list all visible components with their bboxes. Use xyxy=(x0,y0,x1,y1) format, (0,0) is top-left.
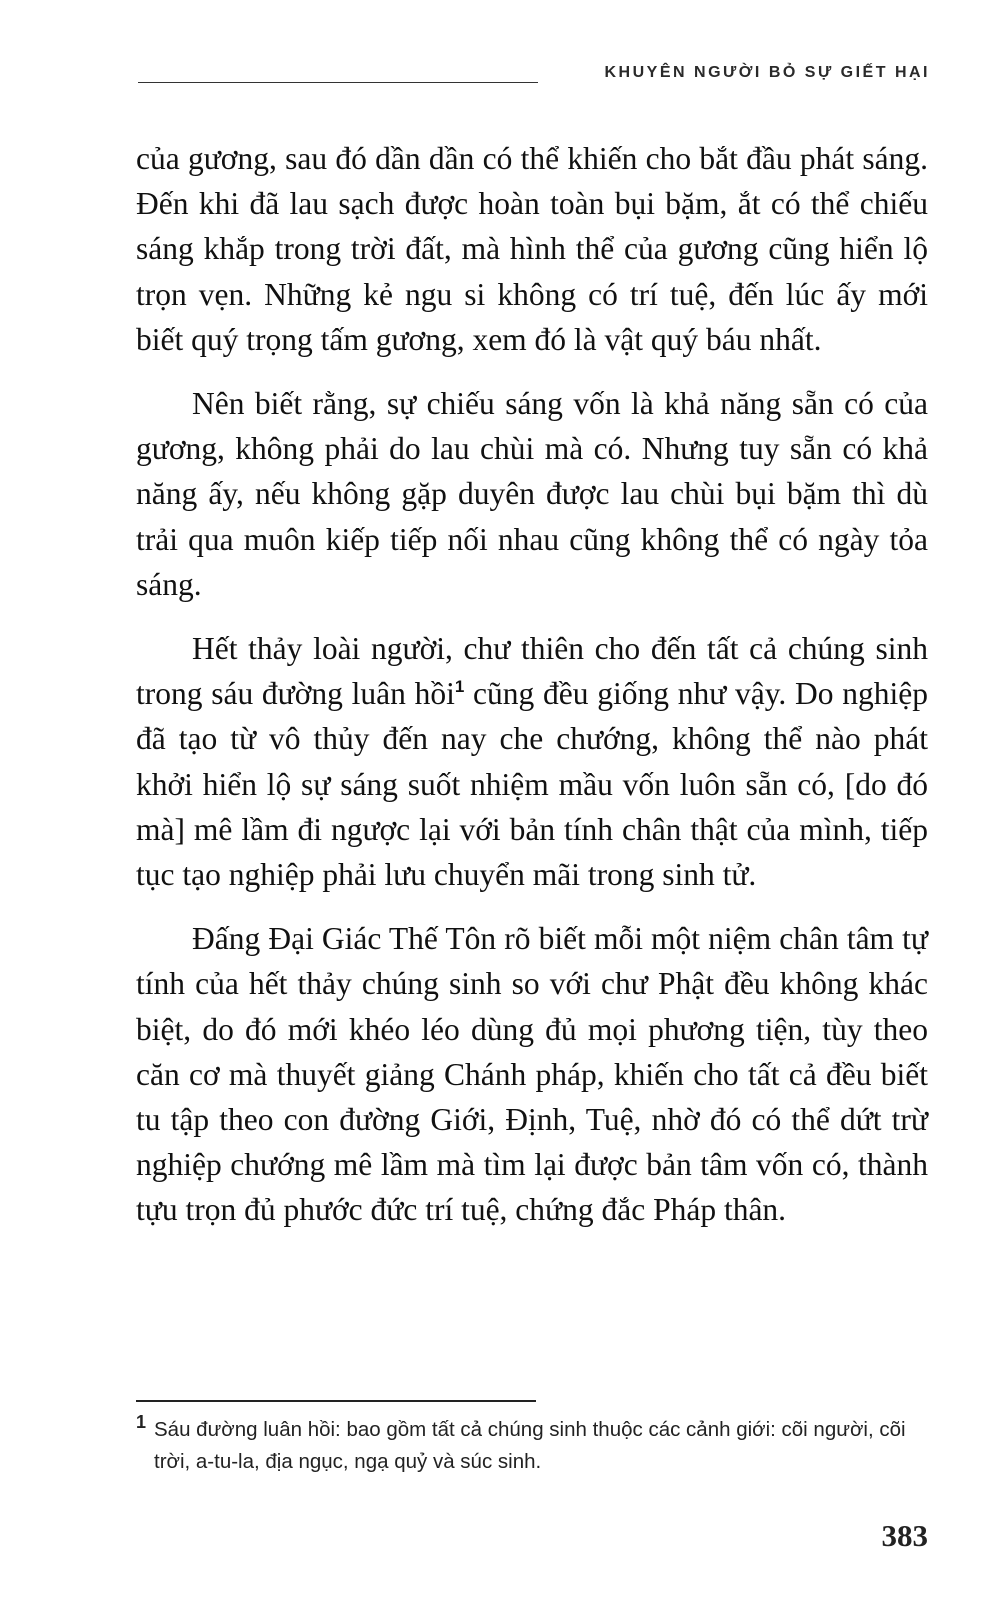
paragraph-2: Nên biết rằng, sự chiếu sáng vốn là khả năng sẵn có của gương, không phải do lau chùi mà có. Nhưng tuy sẵn có khả năng ấy, nếu không gặp duyên được lau chùi bụi bặm thì dù trải qua muôn kiếp tiếp nối nhau cũng không thể có ngày tỏa sáng. xyxy=(136,386,928,602)
paragraph-4: Đấng Đại Giác Thế Tôn rõ biết mỗi một niệm chân tâm tự tính của hết thảy chúng sinh so với chư Phật đều không khác biệt, do đó mới khéo léo dùng đủ mọi phương tiện, tùy theo căn cơ mà thuyết giảng Chánh pháp, khiến cho tất cả đều biết tu tập theo con đường Giới, Định, Tuệ, nhờ đó có thể dứt trừ nghiệp chướng mê lầm mà tìm lại được bản tâm vốn có, thành tựu trọn đủ phước đức trí tuệ, chứng đắc Pháp thân. xyxy=(136,921,928,1228)
header-rule xyxy=(138,82,538,83)
footnote-reference: 1 xyxy=(454,677,465,697)
page-number: 383 xyxy=(881,1518,928,1553)
body-text xyxy=(136,136,928,1252)
chapter-title: KHUYÊN NGƯỜI BỎ SỰ GIẾT HẠI xyxy=(604,64,930,81)
running-head xyxy=(138,60,930,90)
footnote-text: Sáu đường luân hồi: bao gồm tất cả chúng sinh thuộc các cảnh giới: cõi người, cõi trời, a-tu-la, địa ngục, ngạ quỷ và súc sinh. xyxy=(154,1418,906,1473)
footnote-rule xyxy=(136,1400,536,1402)
paragraph-3-text-start: Hết thảy loài người, chư thiên cho đến tất cả chúng sinh trong sáu đường luân hồi xyxy=(136,631,928,712)
footnote xyxy=(136,1414,936,1478)
paragraph-3-text-end: cũng đều giống như vậy. Do nghiệp đã tạo từ vô thủy đến nay che chướng, không thể nào phát khởi hiển lộ sự sáng suốt nhiệm mầu vốn luôn sẵn có, [do đó mà] mê lầm đi ngược lại với bản tính chân thật của mình, tiếp tục tạo nghiệp phải lưu chuyển mãi trong sinh tử. xyxy=(136,676,928,893)
paragraph-3 xyxy=(136,626,928,897)
paragraph-continued: của gương, sau đó dần dần có thể khiến cho bắt đầu phát sáng. Đến khi đã lau sạch được hoàn toàn bụi bặm, ắt có thể chiếu sáng khắp trong trời đất, mà hình thể của gương cũng hiển lộ trọn vẹn. Những kẻ ngu si không có trí tuệ, đến lúc ấy mới biết quý trọng tấm gương, xem đó là vật quý báu nhất. xyxy=(136,141,928,357)
footnote-number: 1 xyxy=(136,1412,147,1432)
